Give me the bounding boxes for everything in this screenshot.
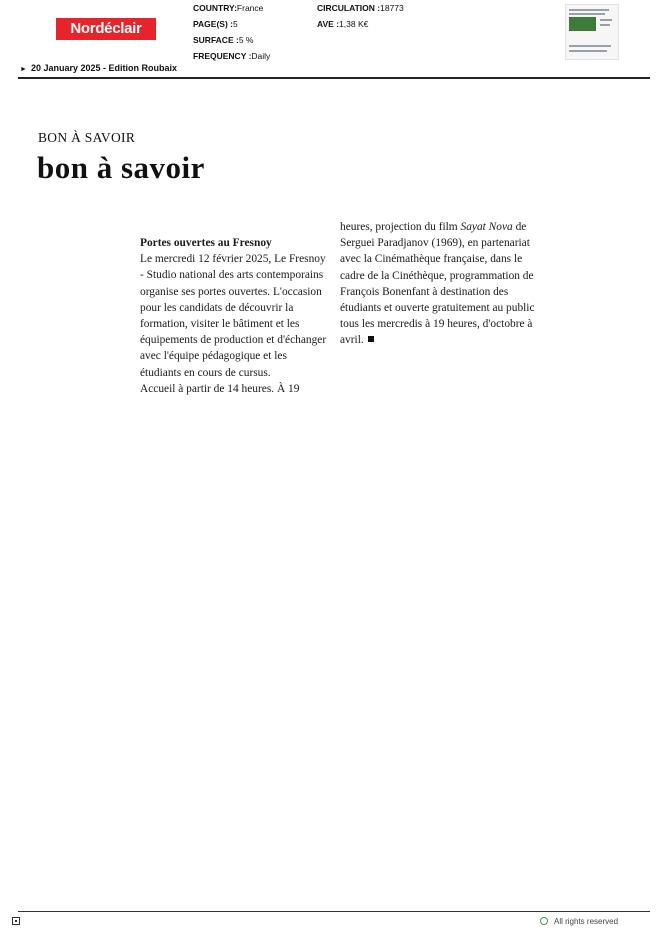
- thumb-line: [569, 50, 607, 52]
- meta-right: [317, 0, 404, 32]
- meta-surface: SURFACE :5 %: [193, 35, 254, 45]
- meta-ave: AVE :1,38 K€: [317, 19, 369, 29]
- meta-circulation: CIRCULATION :18773: [317, 3, 404, 13]
- footer-divider: [18, 911, 650, 912]
- article-paragraph: Accueil à partir de 14 heures. À 19: [140, 382, 300, 395]
- thumb-line: [569, 45, 611, 47]
- thumb-line: [569, 9, 609, 11]
- end-of-article-mark: [368, 336, 374, 342]
- article-paragraph: Le mercredi 12 février 2025, Le Fresnoy - Studio national des arts contemporains organise ses portes ouvertes. L'occasion pour les candidats de découvrir la formation, visiter le bâtiment et les équipements de production et d'échanger avec l'équipe pédagogique et les étudiants en cours de cursus.: [140, 253, 327, 379]
- header-divider: [18, 77, 650, 79]
- meta-country: COUNTRY:France: [193, 3, 264, 13]
- thumb-line: [600, 24, 610, 26]
- article-paragraph: heures, projection du film Sayat Nova de Serguei Paradjanov (1969), en partenariat avec la Cinémathèque française, dans le cadre de la Cinéthèque, programmation de François Bonenfant à destination des étudiants et ouverte gratuitement au public tous les mercredis à 19 heures, d'octobre à avril.: [340, 221, 535, 347]
- article-headline: bon à savoir: [37, 150, 205, 185]
- thumb-line: [600, 19, 612, 21]
- meta-frequency: FREQUENCY :Daily: [193, 51, 271, 61]
- nordeclair-logo: Nordéclair: [56, 18, 156, 40]
- qr-code-icon: [12, 917, 20, 925]
- article-column-left: [140, 235, 330, 397]
- thumb-image: [569, 17, 596, 31]
- circle-icon: [540, 917, 548, 925]
- copyright-notice: All rights reserved: [540, 917, 618, 926]
- film-title: Sayat Nova: [460, 221, 513, 233]
- page-thumbnail: [565, 4, 619, 60]
- thumb-line: [569, 13, 605, 15]
- meta-left: [193, 0, 270, 64]
- arrow-right-icon: ►: [20, 66, 27, 73]
- article-kicker: BON À SAVOIR: [38, 130, 136, 145]
- edition-date: ► 20 January 2025 - Edition Roubaix: [20, 63, 177, 73]
- meta-pages: PAGE(S) :5: [193, 19, 238, 29]
- article-subheading: Portes ouvertes au Fresnoy: [140, 237, 272, 249]
- article-column-right: [340, 219, 535, 349]
